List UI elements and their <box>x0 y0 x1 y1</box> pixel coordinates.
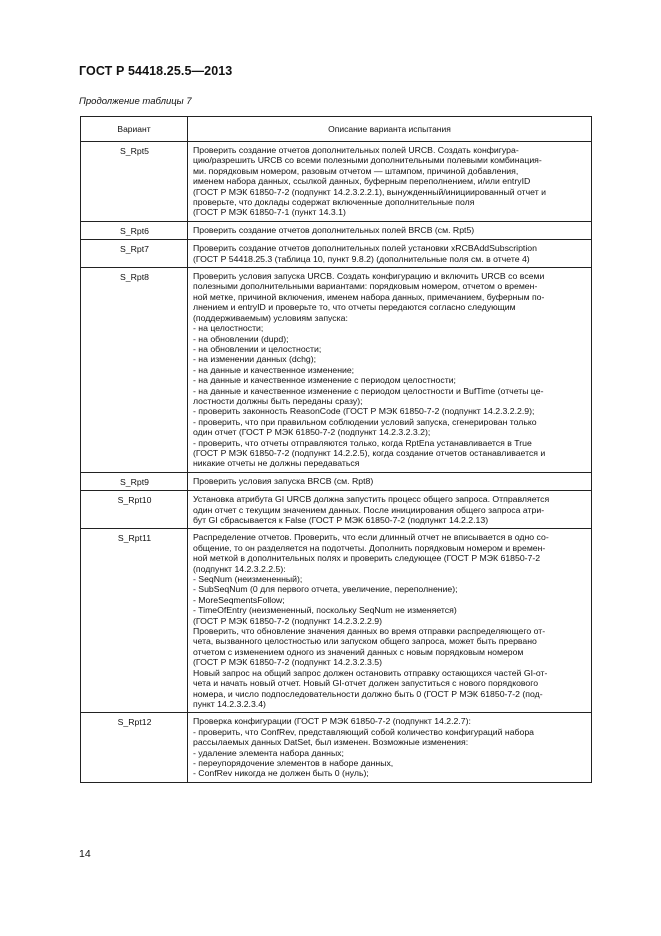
description-line: (ГОСТ Р 54418.25.3 (таблица 10, пункт 9.8.2) (дополнительные поля см. в отчете 4) <box>193 253 530 264</box>
description-line: один отчет с текущим значением данных. После инициирования общего запроса атри- <box>193 504 545 515</box>
description-line: Новый запрос на общий запрос должен остановить отправку остающихся частей GI-от- <box>193 667 548 678</box>
description-line: чета и начать новый отчет. Новый GI-отчет должен запуститься с нового порядкового <box>193 678 539 689</box>
description-line: один отчет (ГОСТ Р МЭК 61850-7-2 (подпункт 14.2.3.2.3.2); <box>193 427 431 438</box>
description-line: Проверить создание отчетов дополнительных полей установки xRCBAddSubscription <box>193 243 537 254</box>
description-line: ной меткой в дополнительных полях и проверить следующее (ГОСТ Р МЭК 61850-7-2 <box>193 553 541 564</box>
column-header-description: Описание варианта испытания <box>188 117 592 142</box>
description-line: Проверить условия запуска BRCB (см. Rpt8) <box>193 475 374 486</box>
description-line: - на обновлении и целостности; <box>193 343 322 354</box>
description-line: ми. порядковым номером, разовым отчетом — штампом, причиной добавления, <box>193 165 519 176</box>
description-line: пункт 14.2.3.2.3.4) <box>193 698 266 709</box>
variant-cell: S_Rpt11 <box>81 529 188 713</box>
description-line: бут GI сбрасывается к False (ГОСТ Р МЭК 61850-7-2 (подпункт 14.2.2.13) <box>193 515 489 525</box>
description-line: - MoreSeqmentsFollow; <box>193 594 285 605</box>
description-cell <box>188 491 592 529</box>
description-line: (ГОСТ Р МЭК 61850-7-2 (подпункт 14.2.3.2.3.5) <box>193 657 382 668</box>
description-line: именем набора данных, ссылкой данных, буферным переполнением, и/или entryID <box>193 176 531 187</box>
variant-cell: S_Rpt6 <box>81 221 188 239</box>
table-header-row <box>81 117 592 142</box>
description-line: (поддерживаемым) условиям запуска: <box>193 312 348 323</box>
column-header-variant: Вариант <box>81 117 188 142</box>
description-line: - на данные и качественное изменение с периодом целостности; <box>193 375 456 386</box>
description-line: никакие отчеты не должны передаваться <box>193 458 360 469</box>
table-row <box>81 713 592 782</box>
description-line: полезными дополнительными вариантами: порядковым номером, отчетом о времен- <box>193 281 538 292</box>
description-line: Проверить создание отчетов дополнительных полей BRCB (см. Rpt5) <box>193 224 475 235</box>
description-cell <box>188 529 592 713</box>
variant-cell: S_Rpt7 <box>81 240 188 268</box>
description-line: - на целостности; <box>193 323 264 334</box>
description-line: проверьте, что доклады содержат включенные дополнительные поля <box>193 197 475 208</box>
description-line: отчетом с изменением одного из значений данных с новым порядковым номером <box>193 646 524 657</box>
table-caption: Продолжение таблицы 7 <box>79 96 192 107</box>
variant-cell: S_Rpt9 <box>81 472 188 490</box>
table-row <box>81 142 592 222</box>
description-line: Проверить, что обновление значения данных во время отправки распределяющего от- <box>193 626 546 637</box>
description-line: цию/разрешить URCB со всеми полезными дополнительными полевыми комбинация- <box>193 155 542 166</box>
description-cell <box>188 142 592 222</box>
description-line: общение, то он разделяется на подотчеты. Дополнить порядковым номером и времен- <box>193 542 546 553</box>
description-line: (ГОСТ Р МЭК 61850-7-1 (пункт 14.3.1) <box>193 207 346 218</box>
description-line: - на обновлении (dupd); <box>193 333 289 344</box>
description-line: - проверить, что отчеты отправляются только, когда RptEna устанавливается в True <box>193 437 532 448</box>
variant-cell: S_Rpt5 <box>81 142 188 222</box>
variant-cell: S_Rpt8 <box>81 268 188 473</box>
description-line: - SubSeqNum (0 для первого отчета, увеличение, переполнение); <box>193 584 458 595</box>
table-row <box>81 221 592 239</box>
description-cell <box>188 472 592 490</box>
description-line: Проверить условия запуска URCB. Создать конфигурацию и включить URCB со всеми <box>193 271 545 282</box>
description-cell <box>188 240 592 268</box>
description-line: - проверить законность ReasonCode (ГОСТ Р МЭК 61850-7-2 (подпункт 14.2.3.2.2.9); <box>193 406 535 417</box>
description-cell <box>188 268 592 473</box>
description-line: (подпункт 14.2.3.2.2.5): <box>193 563 286 574</box>
description-cell <box>188 221 592 239</box>
description-line: - SeqNum (неизмененный); <box>193 574 303 585</box>
description-line: (ГОСТ Р МЭК 61850-7-2 (подпункт 14.2.3.2.2.1), вынужденный/инициированный отчет и <box>193 186 546 197</box>
table-row <box>81 491 592 529</box>
variant-cell: S_Rpt10 <box>81 491 188 529</box>
description-line: Проверка конфигурации (ГОСТ Р МЭК 61850-7-2 (подпункт 14.2.2.7): <box>193 716 471 727</box>
description-line: лнением и entryID и проверьте то, что отчеты передаются согласно следующим <box>193 302 516 313</box>
description-line: - TimeOfEntry (неизмененный, поскольку SeqNum не изменяется) <box>193 605 457 616</box>
description-line: Установка атрибута GI URCB должна запустить процесс общего запроса. Отправляется <box>193 494 550 505</box>
description-line: Распределение отчетов. Проверить, что если длинный отчет не вписывается в одно со- <box>193 532 549 543</box>
description-line: ной метке, причиной включения, именем набора данных, примечанием, буферным по- <box>193 291 545 302</box>
description-line: - на данные и качественное изменение; <box>193 364 355 375</box>
table-row <box>81 472 592 490</box>
description-cell <box>188 713 592 782</box>
variant-cell: S_Rpt12 <box>81 713 188 782</box>
description-line: лостности должны быть переданы сразу); <box>193 395 363 406</box>
description-line: - на данные и качественное изменение с периодом целостности и BufTime (отчеты це- <box>193 385 544 396</box>
page-number: 14 <box>79 848 91 860</box>
table-row <box>81 268 592 473</box>
description-line: Проверить создание отчетов дополнительных полей URCB. Создать конфигура- <box>193 145 519 155</box>
description-line: - проверить, что при правильном соблюдении условий запуска, сгенерирован только <box>193 416 537 427</box>
test-variants-table <box>80 116 592 783</box>
description-line: - переупорядочение элементов в наборе данных, <box>193 757 394 768</box>
description-line: - на изменении данных (dchg); <box>193 354 317 365</box>
document-header: ГОСТ Р 54418.25.5—2013 <box>79 64 233 78</box>
description-line: - проверить, что ConfRev, представляющий собой количество конфигураций набора <box>193 726 534 737</box>
table-row <box>81 529 592 713</box>
description-line: (ГОСТ Р МЭК 61850-7-2 (подпункт 14.2.2.5), когда создание отчетов останавливается и <box>193 447 546 458</box>
table-row <box>81 240 592 268</box>
description-line: - удаление элемента набора данных; <box>193 747 344 758</box>
description-line: рассылаемых данных DatSet, был изменен. Возможные изменения: <box>193 737 469 748</box>
description-line: номера, и число подпоследовательности должно быть 0 (ГОСТ Р МЭК 61850-7-2 (под- <box>193 688 543 699</box>
description-line: (ГОСТ Р МЭК 61850-7-2 (подпункт 14.2.3.2.2.9) <box>193 615 382 626</box>
description-line: чета, вызванного целостностью или запуском общего запроса, может быть прервано <box>193 636 537 647</box>
description-line: - ConfRev никогда не должен быть 0 (нуль); <box>193 768 369 779</box>
